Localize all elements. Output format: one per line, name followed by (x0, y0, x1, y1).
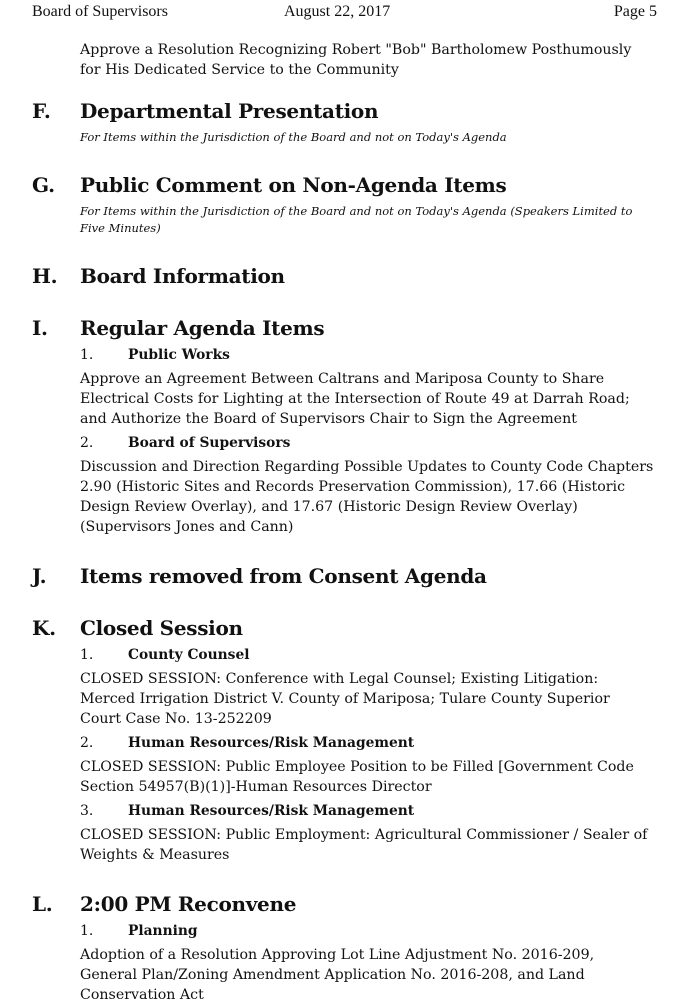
agenda-page (0, 40, 680, 1005)
agenda-item (80, 433, 655, 537)
agenda-item-description: CLOSED SESSION: Public Employee Position to be Filled [Government Code Section 54957(B)(1)]-Human Resources Director (80, 759, 634, 795)
agenda-item-description: Discussion and Direction Regarding Possible Updates to County Code Chapters 2.90 (Historic Sites and Records Preservation Commission), 17.66 (Historic Design Review Overlay), and 17.67 (Historic Design Review Overlay) (Supervisors Jones and Cann) (80, 459, 654, 535)
agenda-item-head (80, 921, 655, 941)
agenda-item-department: Planning (128, 923, 198, 939)
header-page-number: Page 5 (613, 3, 657, 20)
agenda-item-department: Human Resources/Risk Management (128, 803, 415, 819)
section-title: Departmental Presentation (80, 99, 379, 123)
agenda-item-head (80, 733, 655, 753)
agenda-item-department: Board of Supervisors (128, 435, 291, 451)
section-letter: J. (32, 564, 47, 588)
section-subtitle: For Items within the Jurisdiction of the Board and not on Today's Agenda (Speakers Limited to Five Minutes) (80, 204, 633, 235)
section-letter: F. (32, 99, 51, 123)
section-letter: G. (32, 173, 55, 197)
agenda-item (80, 645, 655, 729)
section-letter: I. (32, 316, 48, 340)
agenda-item (80, 345, 655, 429)
agenda-item-head (80, 645, 655, 665)
agenda-item-number: 1. (80, 347, 94, 363)
agenda-item (80, 921, 655, 1005)
agenda-item-number: 1. (80, 923, 94, 939)
section-title: Items removed from Consent Agenda (80, 564, 487, 588)
agenda-item-number: 1. (80, 647, 94, 663)
agenda-item-description: Approve an Agreement Between Caltrans and Mariposa County to Share Electrical Costs for Lighting at the Intersection of Route 49 at Darrah Road; and Authorize the Board of Supervisors Chair to Sign the Agreement (80, 371, 630, 427)
section-title: 2:00 PM Reconvene (80, 892, 297, 916)
agenda-item-number: 3. (80, 803, 94, 819)
agenda-item-department: Human Resources/Risk Management (128, 735, 415, 751)
section-l (0, 891, 680, 1005)
section-h (0, 263, 680, 289)
agenda-item-number: 2. (80, 435, 94, 451)
section-title: Public Comment on Non-Agenda Items (80, 173, 507, 197)
section-title: Regular Agenda Items (80, 316, 325, 340)
section-title: Closed Session (80, 616, 243, 640)
section-letter: K. (32, 616, 56, 640)
agenda-item-head (80, 801, 655, 821)
section-letter: L. (32, 892, 53, 916)
agenda-item-description: CLOSED SESSION: Conference with Legal Counsel; Existing Litigation: Merced Irrigation District V. County of Mariposa; Tulare County Superior Court Case No. 13-252209 (80, 671, 610, 727)
agenda-item-department: Public Works (128, 347, 230, 363)
agenda-item-description: CLOSED SESSION: Public Employment: Agricultural Commissioner / Sealer of Weights & Measures (80, 827, 648, 863)
header-date: August 22, 2017 (284, 3, 391, 20)
section-title: Board Information (80, 264, 285, 288)
section-g (0, 172, 680, 237)
section-j (0, 563, 680, 589)
page-header (0, 3, 680, 23)
section-f (0, 98, 680, 146)
section-k (0, 615, 680, 865)
header-board-name: Board of Supervisors (32, 3, 168, 20)
agenda-item-number: 2. (80, 735, 94, 751)
carryover-item-text: Approve a Resolution Recognizing Robert "Bob" Bartholomew Posthumously for His Dedicated Service to the Community (80, 42, 632, 78)
section-subtitle: For Items within the Jurisdiction of the Board and not on Today's Agenda (80, 130, 507, 144)
agenda-item (80, 733, 655, 797)
section-letter: H. (32, 264, 58, 288)
section-i (0, 315, 680, 537)
agenda-item-department: County Counsel (128, 647, 250, 663)
agenda-item-head (80, 433, 655, 453)
agenda-item-description: Adoption of a Resolution Approving Lot Line Adjustment No. 2016-209, General Plan/Zoning Amendment Application No. 2016-208, and Land Conservation Act (80, 947, 595, 1003)
agenda-item (80, 801, 655, 865)
agenda-item-head (80, 345, 655, 365)
